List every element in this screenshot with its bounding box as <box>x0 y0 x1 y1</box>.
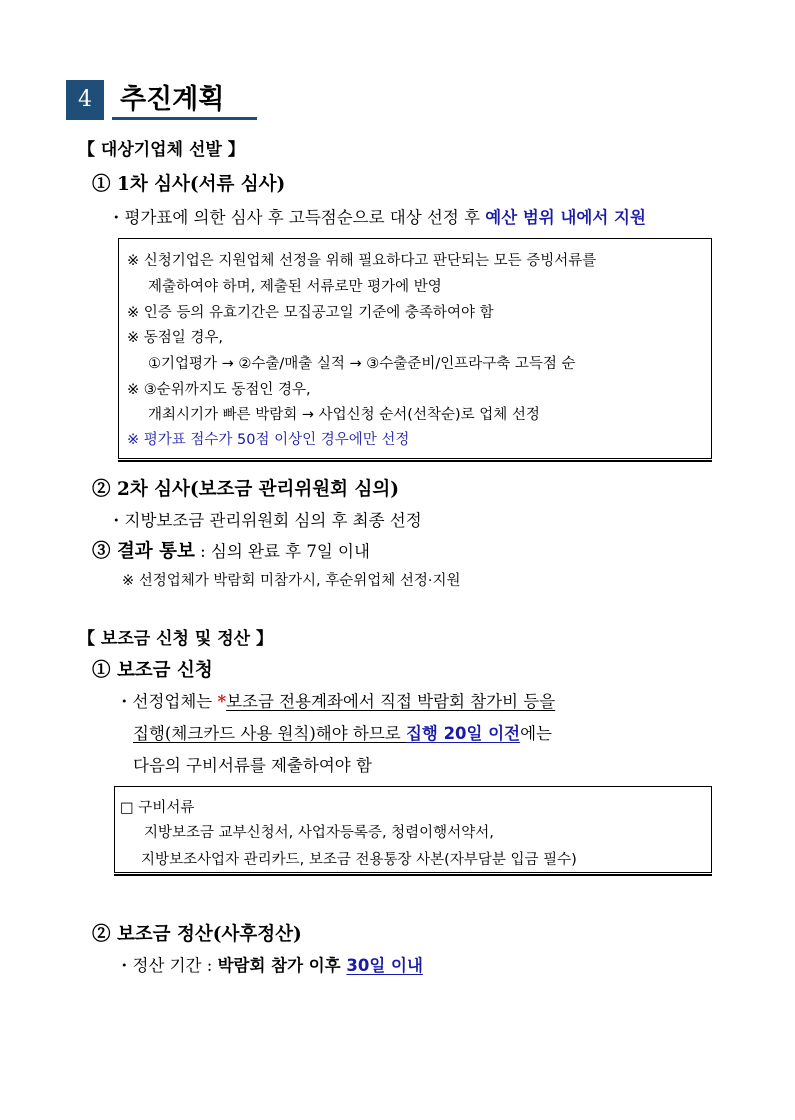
apply-line-2-rest: 에는 <box>520 724 552 743</box>
note-line: ※ 동점일 경우, <box>127 330 224 346</box>
settle-line-bold: 박람회 참가 이후 <box>217 956 347 975</box>
apply-line-2 <box>133 720 552 744</box>
apply-line-1 <box>116 688 555 712</box>
note-line: 개최시기가 빠른 박람회 → 사업신청 순서(선착순)로 업체 선정 <box>148 407 540 423</box>
step1-title: ① 1차 심사(서류 심사) <box>92 174 286 195</box>
apply-step-title: ① 보조금 신청 <box>92 660 213 681</box>
required-documents-heading: □ 구비서류 <box>120 800 195 816</box>
apply-line-1-underlined: 보조금 전용계좌에서 직접 박람회 참가비 등을 <box>226 692 556 711</box>
step2-title: ② 2차 심사(보조금 관리위원회 심의) <box>92 479 399 500</box>
step1-bullet-text: ・평가표에 의한 심사 후 고득점순으로 대상 선정 후 <box>108 208 486 227</box>
section-title: 추진계획 <box>120 84 225 115</box>
part1-title: 【 대상기업체 선발 】 <box>78 140 245 160</box>
note-line: 제출하여야 하며, 제출된 서류로만 평가에 반영 <box>148 279 442 295</box>
note-line: ※ ③순위까지도 동점인 경우, <box>127 382 311 398</box>
step1-bullet-emphasis: 예산 범위 내에서 지원 <box>485 208 646 227</box>
section-number-badge: 4 <box>66 80 104 120</box>
step3-title-detail: : 심의 완료 후 7일 이내 <box>194 542 370 561</box>
note-line: ※ 인증 등의 유효기간은 모집공고일 기준에 충족하여야 함 <box>127 305 494 321</box>
required-documents-line: 지방보조금 교부신청서, 사업자등록증, 청렴이행서약서, <box>144 825 494 841</box>
step3-note: ※ 선정업체가 박람회 미참가시, 후순위업체 선정·지원 <box>122 573 461 589</box>
step3-title <box>92 537 370 563</box>
settle-deadline-emphasis: 30일 이내 <box>346 956 423 975</box>
required-documents-line: 지방보조사업자 관리카드, 보조금 전용통장 사본(자부담분 입금 필수) <box>141 852 577 868</box>
settle-step-title: ② 보조금 정산(사후정산) <box>92 924 302 945</box>
note-line-highlight: ※ 평가표 점수가 50점 이상인 경우에만 선정 <box>127 432 410 448</box>
note-line: ①기업평가 → ②수출/매출 실적 → ③수출준비/인프라구축 고득점 순 <box>148 356 576 372</box>
apply-line-3: 다음의 구비서류를 제출하여야 함 <box>133 756 372 775</box>
settle-line-prefix: ・정산 기간 : <box>116 956 218 975</box>
apply-line-2-underlined: 집행(체크카드 사용 원칙)해야 하므로 <box>133 724 406 743</box>
note-line: ※ 신청기업은 지원업체 선정을 위해 필요하다고 판단되는 모든 증빙서류를 <box>127 253 597 269</box>
section-title-underline <box>112 117 257 120</box>
step1-notes-box <box>118 238 712 459</box>
step1-bullet <box>108 204 646 228</box>
part2-title: 【 보조금 신청 및 정산 】 <box>78 629 273 649</box>
step2-bullet: ・지방보조금 관리위원회 심의 후 최종 선정 <box>108 511 422 530</box>
footnote-star: * <box>217 692 227 711</box>
settle-line <box>116 952 423 976</box>
apply-deadline-emphasis: 집행 20일 이전 <box>405 724 521 743</box>
apply-line-1-prefix: ・선정업체는 <box>116 692 218 711</box>
step3-title-label: ③ 결과 통보 <box>92 541 195 562</box>
